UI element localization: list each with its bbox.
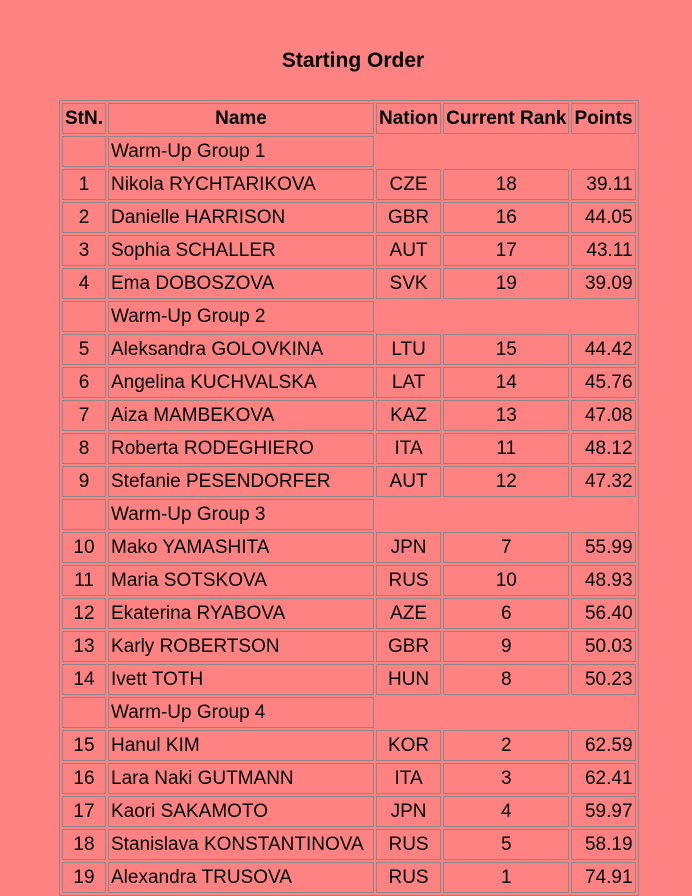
- name-cell: Danielle HARRISON: [108, 202, 374, 233]
- rank-cell: 6: [443, 598, 569, 629]
- points-cell: 55.99: [571, 532, 635, 563]
- table-header-row: [62, 103, 636, 134]
- nation-cell: HUN: [376, 664, 441, 695]
- nation-cell: GBR: [376, 202, 441, 233]
- column-header-stn: StN.: [62, 103, 106, 134]
- stn-cell: 17: [62, 796, 106, 827]
- nation-cell: KAZ: [376, 400, 441, 431]
- stn-cell: 18: [62, 829, 106, 860]
- group-label: Warm-Up Group 1: [108, 136, 374, 167]
- stn-cell: 2: [62, 202, 106, 233]
- rank-cell: 5: [443, 829, 569, 860]
- rank-cell: 1: [443, 862, 569, 893]
- stn-cell: 12: [62, 598, 106, 629]
- rank-cell: 11: [443, 433, 569, 464]
- skater-row: [62, 532, 636, 563]
- name-cell: Ekaterina RYABOVA: [108, 598, 374, 629]
- stn-cell: 6: [62, 367, 106, 398]
- skater-row: [62, 763, 636, 794]
- stn-cell: 8: [62, 433, 106, 464]
- skater-row: [62, 334, 636, 365]
- rank-cell: 10: [443, 565, 569, 596]
- group-row: [62, 499, 636, 530]
- points-cell: 58.19: [571, 829, 635, 860]
- group-stn-cell: [62, 499, 106, 530]
- points-cell: 50.03: [571, 631, 635, 662]
- name-cell: Aiza MAMBEKOVA: [108, 400, 374, 431]
- nation-cell: GBR: [376, 631, 441, 662]
- group-label: Warm-Up Group 2: [108, 301, 374, 332]
- nation-cell: RUS: [376, 565, 441, 596]
- group-filler: [376, 697, 636, 728]
- group-stn-cell: [62, 301, 106, 332]
- rank-cell: 3: [443, 763, 569, 794]
- name-cell: Alexandra TRUSOVA: [108, 862, 374, 893]
- stn-cell: 14: [62, 664, 106, 695]
- group-stn-cell: [62, 697, 106, 728]
- nation-cell: ITA: [376, 433, 441, 464]
- stn-cell: 19: [62, 862, 106, 893]
- points-cell: 39.09: [571, 268, 635, 299]
- name-cell: Ivett TOTH: [108, 664, 374, 695]
- skater-row: [62, 631, 636, 662]
- points-cell: 47.32: [571, 466, 635, 497]
- rank-cell: 17: [443, 235, 569, 266]
- skater-row: [62, 268, 636, 299]
- rank-cell: 2: [443, 730, 569, 761]
- name-cell: Stefanie PESENDORFER: [108, 466, 374, 497]
- skater-row: [62, 400, 636, 431]
- rank-cell: 18: [443, 169, 569, 200]
- skater-row: [62, 829, 636, 860]
- skater-row: [62, 466, 636, 497]
- nation-cell: LAT: [376, 367, 441, 398]
- name-cell: Lara Naki GUTMANN: [108, 763, 374, 794]
- stn-cell: 3: [62, 235, 106, 266]
- rank-cell: 9: [443, 631, 569, 662]
- skater-row: [62, 862, 636, 893]
- name-cell: Roberta RODEGHIERO: [108, 433, 374, 464]
- points-cell: 45.76: [571, 367, 635, 398]
- skater-row: [62, 433, 636, 464]
- points-cell: 39.11: [571, 169, 635, 200]
- rank-cell: 4: [443, 796, 569, 827]
- column-header-points: Points: [571, 103, 635, 134]
- points-cell: 44.05: [571, 202, 635, 233]
- rank-cell: 8: [443, 664, 569, 695]
- name-cell: Stanislava KONSTANTINOVA: [108, 829, 374, 860]
- stn-cell: 11: [62, 565, 106, 596]
- nation-cell: AUT: [376, 235, 441, 266]
- group-row: [62, 301, 636, 332]
- stn-cell: 1: [62, 169, 106, 200]
- nation-cell: KOR: [376, 730, 441, 761]
- group-label: Warm-Up Group 3: [108, 499, 374, 530]
- name-cell: Nikola RYCHTARIKOVA: [108, 169, 374, 200]
- stn-cell: 13: [62, 631, 106, 662]
- stn-cell: 10: [62, 532, 106, 563]
- name-cell: Kaori SAKAMOTO: [108, 796, 374, 827]
- name-cell: Mako YAMASHITA: [108, 532, 374, 563]
- rank-cell: 12: [443, 466, 569, 497]
- name-cell: Karly ROBERTSON: [108, 631, 374, 662]
- nation-cell: JPN: [376, 532, 441, 563]
- skater-row: [62, 598, 636, 629]
- table-body: [62, 136, 636, 893]
- skater-row: [62, 235, 636, 266]
- nation-cell: SVK: [376, 268, 441, 299]
- stn-cell: 15: [62, 730, 106, 761]
- column-header-name: Name: [108, 103, 374, 134]
- points-cell: 48.12: [571, 433, 635, 464]
- rank-cell: 19: [443, 268, 569, 299]
- nation-cell: AZE: [376, 598, 441, 629]
- points-cell: 56.40: [571, 598, 635, 629]
- nation-cell: RUS: [376, 862, 441, 893]
- points-cell: 44.42: [571, 334, 635, 365]
- rank-cell: 15: [443, 334, 569, 365]
- skater-row: [62, 202, 636, 233]
- stn-cell: 5: [62, 334, 106, 365]
- points-cell: 47.08: [571, 400, 635, 431]
- rank-cell: 7: [443, 532, 569, 563]
- rank-cell: 16: [443, 202, 569, 233]
- name-cell: Ema DOBOSZOVA: [108, 268, 374, 299]
- name-cell: Hanul KIM: [108, 730, 374, 761]
- group-stn-cell: [62, 136, 106, 167]
- points-cell: 48.93: [571, 565, 635, 596]
- rank-cell: 13: [443, 400, 569, 431]
- column-header-rank: Current Rank: [443, 103, 569, 134]
- nation-cell: AUT: [376, 466, 441, 497]
- points-cell: 62.41: [571, 763, 635, 794]
- points-cell: 59.97: [571, 796, 635, 827]
- group-row: [62, 697, 636, 728]
- skater-row: [62, 565, 636, 596]
- group-filler: [376, 301, 636, 332]
- points-cell: 43.11: [571, 235, 635, 266]
- nation-cell: LTU: [376, 334, 441, 365]
- stn-cell: 9: [62, 466, 106, 497]
- page-title: Starting Order: [281, 49, 425, 72]
- nation-cell: RUS: [376, 829, 441, 860]
- group-label: Warm-Up Group 4: [108, 697, 374, 728]
- points-cell: 62.59: [571, 730, 635, 761]
- skater-row: [62, 664, 636, 695]
- stn-cell: 4: [62, 268, 106, 299]
- skater-row: [62, 367, 636, 398]
- starting-order-table: [59, 100, 639, 896]
- stn-cell: 7: [62, 400, 106, 431]
- group-row: [62, 136, 636, 167]
- nation-cell: CZE: [376, 169, 441, 200]
- rank-cell: 14: [443, 367, 569, 398]
- points-cell: 50.23: [571, 664, 635, 695]
- column-header-nation: Nation: [376, 103, 441, 134]
- nation-cell: ITA: [376, 763, 441, 794]
- stn-cell: 16: [62, 763, 106, 794]
- nation-cell: JPN: [376, 796, 441, 827]
- name-cell: Maria SOTSKOVA: [108, 565, 374, 596]
- group-filler: [376, 136, 636, 167]
- name-cell: Angelina KUCHVALSKA: [108, 367, 374, 398]
- skater-row: [62, 730, 636, 761]
- points-cell: 74.91: [571, 862, 635, 893]
- skater-row: [62, 169, 636, 200]
- name-cell: Aleksandra GOLOVKINA: [108, 334, 374, 365]
- name-cell: Sophia SCHALLER: [108, 235, 374, 266]
- skater-row: [62, 796, 636, 827]
- group-filler: [376, 499, 636, 530]
